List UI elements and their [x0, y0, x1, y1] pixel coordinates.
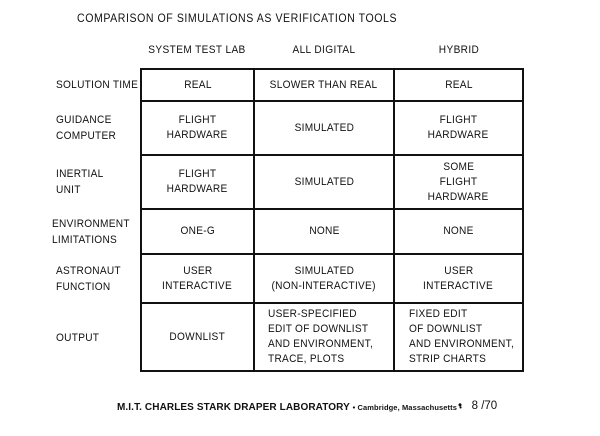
- row-label-astronaut-function: [56, 254, 121, 303]
- table-cell: USER INTERACTIVE: [162, 264, 233, 292]
- row-label-text: SOLUTION TIME: [56, 78, 139, 91]
- row-label-text: FUNCTION: [56, 280, 111, 293]
- table-cell: USER INTERACTIVE: [423, 264, 494, 292]
- lab-location: • Cambridge, Massachusetts •: [352, 403, 462, 412]
- column-header-all-digital: ALL DIGITAL: [292, 44, 356, 56]
- table-cell: USER-SPECIFIED EDIT OF DOWNLIST AND ENVIRONMENT, TRACE, PLOTS: [268, 308, 374, 365]
- row-label-solution-time: [56, 68, 138, 101]
- table-cell: SIMULATED (NON-INTERACTIVE): [271, 264, 377, 292]
- row-label-text: LIMITATIONS: [52, 233, 118, 246]
- row-label-text: ENVIRONMENT: [52, 217, 130, 230]
- table-cell: FLIGHT HARDWARE: [428, 114, 489, 141]
- row-label-text: INERTIAL: [56, 168, 104, 180]
- row-label-text: ASTRONAUT: [56, 264, 121, 277]
- table-cell: NONE: [443, 225, 474, 237]
- table-cell: FLIGHT HARDWARE: [167, 168, 228, 195]
- row-label-inertial-unit: [56, 155, 104, 209]
- column-header-hybrid: HYBRID: [438, 44, 480, 56]
- table-cell: FIXED EDIT OF DOWNLIST AND ENVIRONMENT, STRIP CHARTS: [409, 308, 515, 365]
- table-cell: ONE-G: [180, 225, 215, 237]
- lab-name: M.I.T. CHARLES STARK DRAPER LABORATORY: [117, 402, 350, 413]
- table-cell: SIMULATED: [294, 175, 354, 188]
- table-cell: REAL: [183, 78, 212, 91]
- row-label-text: OUTPUT: [56, 331, 100, 344]
- footer-lab-name: [117, 402, 462, 413]
- row-label-guidance-computer: [56, 101, 116, 155]
- table-cell: SOME FLIGHT HARDWARE: [428, 160, 489, 203]
- row-label-text: UNIT: [56, 184, 81, 196]
- table-cell: SLOWER THAN REAL: [270, 78, 378, 91]
- table-cell: NONE: [308, 225, 340, 237]
- column-header-system-test-lab: SYSTEM TEST LAB: [148, 44, 246, 56]
- page-number: • 8 /70: [458, 400, 498, 412]
- row-label-text: COMPUTER: [56, 130, 117, 142]
- table-cell: SIMULATED: [294, 121, 354, 134]
- row-label-environment-limitations: [52, 209, 130, 254]
- row-label-output: [56, 303, 99, 372]
- table-cell: FLIGHT HARDWARE: [167, 114, 228, 141]
- table-cell: REAL: [444, 78, 473, 91]
- row-label-text: GUIDANCE: [56, 114, 112, 126]
- table-cell: DOWNLIST: [169, 330, 226, 343]
- page-title: COMPARISON OF SIMULATIONS AS VERIFICATION TOOLS: [77, 13, 398, 25]
